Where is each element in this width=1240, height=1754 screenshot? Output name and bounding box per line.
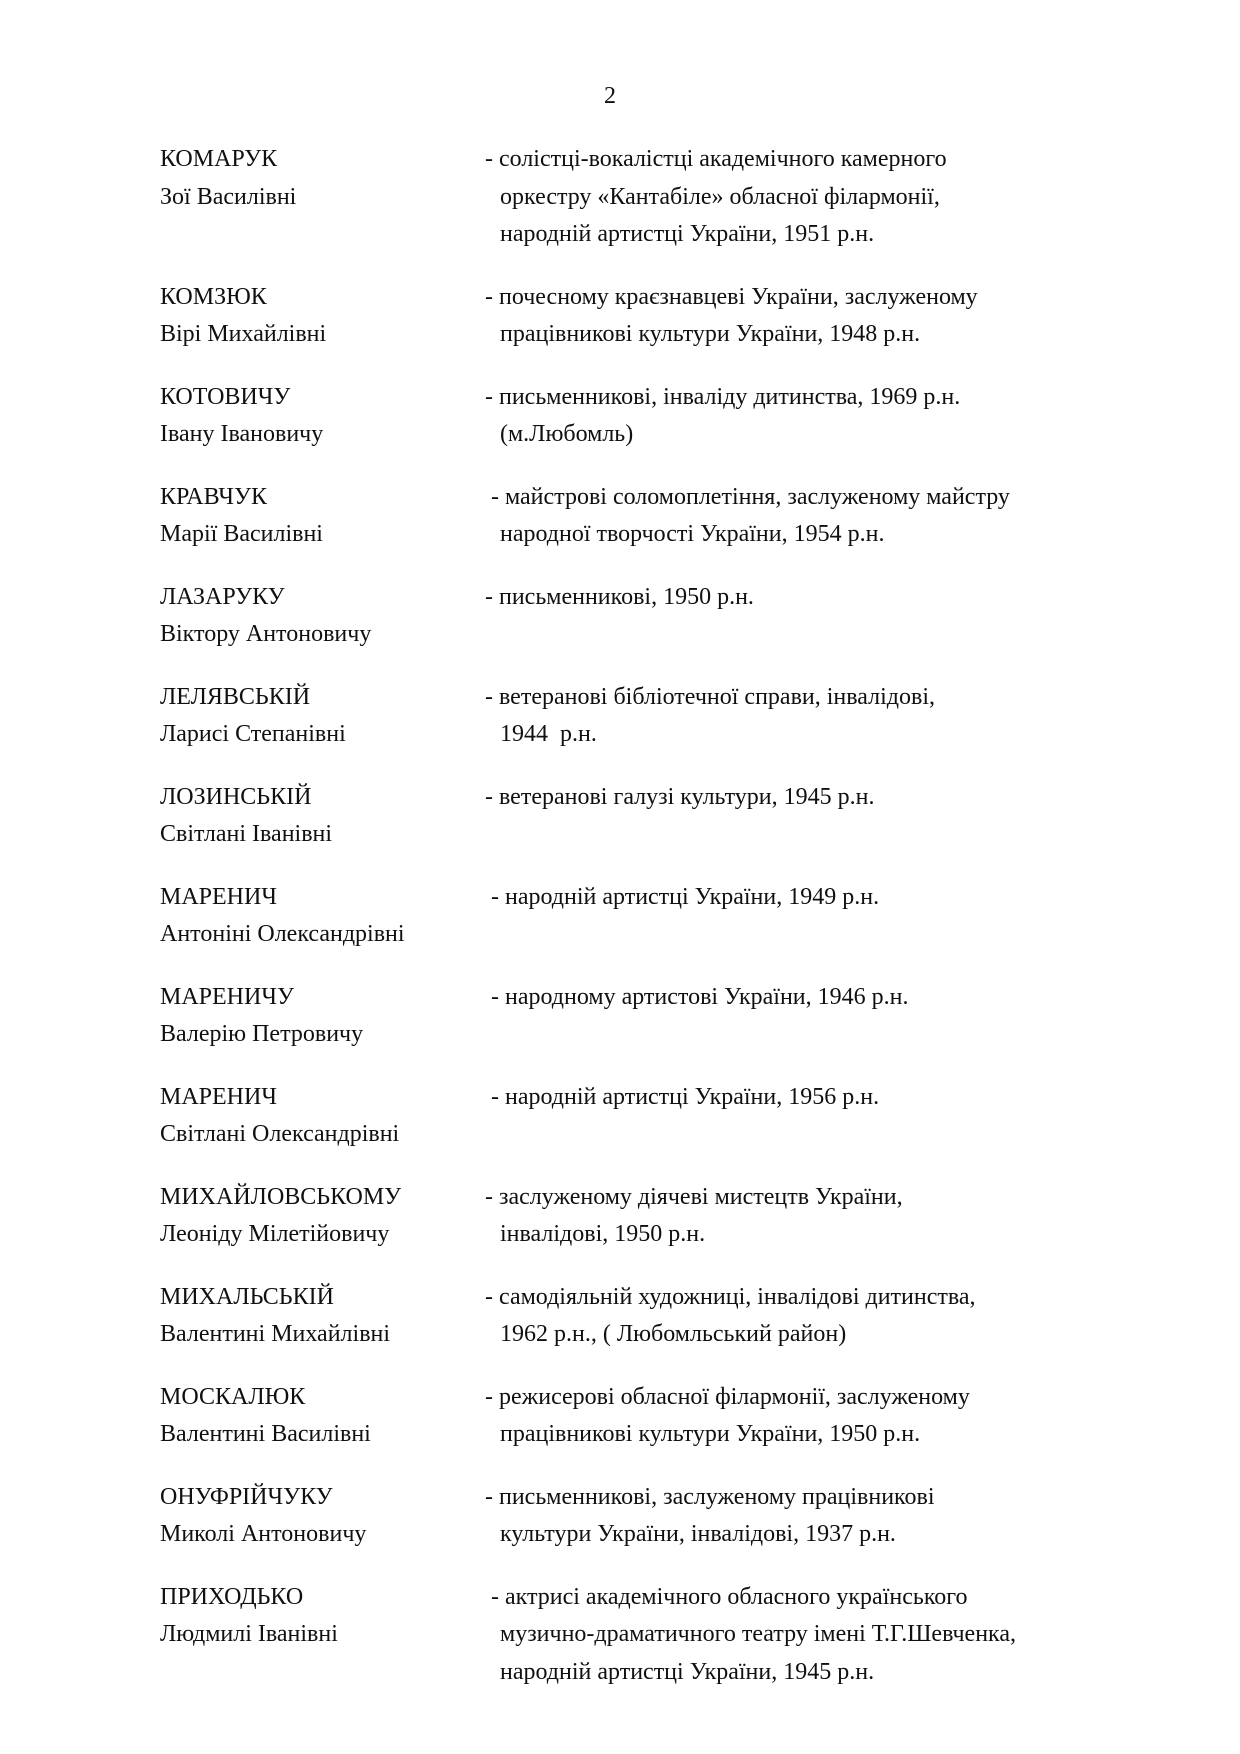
entry-description-line: - солістці-вокалістці академічного камерного	[485, 146, 947, 172]
page-number: 2	[604, 83, 616, 109]
entry-surname: КОМАРУК	[160, 146, 278, 172]
entry-description-line: народній артистці України, 1945 р.н.	[500, 1658, 875, 1685]
entry-description	[485, 141, 1075, 254]
entry-name-column	[160, 1179, 485, 1254]
entry-given-name: Світлані Олександрівні	[160, 1121, 400, 1147]
table-row	[160, 779, 1060, 854]
entry-name-column	[160, 279, 485, 354]
entry-description	[485, 979, 1075, 1054]
entry-description-line: - письменникові, заслуженому працівникові	[485, 1483, 935, 1510]
entry-description	[485, 1579, 1075, 1692]
entry-surname: ОНУФРІЙЧУКУ	[160, 1483, 333, 1510]
entry-description-line: працівникові культури України, 1948 р.н.	[500, 321, 921, 347]
entry-given-name: Зої Василівні	[160, 183, 297, 210]
entry-name-column	[160, 141, 485, 254]
entry-surname: МОСКАЛЮК	[160, 1383, 306, 1410]
table-row	[160, 679, 1060, 754]
table-row	[160, 1179, 1060, 1254]
entry-description-line: культури України, інвалідові, 1937 р.н.	[500, 1521, 896, 1547]
entry-description	[485, 1079, 1075, 1154]
entry-name-column	[160, 679, 485, 754]
entry-given-name: Валентині Василівні	[160, 1421, 371, 1447]
table-row	[160, 1079, 1060, 1154]
entry-surname: КОТОВИЧУ	[160, 383, 291, 410]
table-row	[160, 579, 1060, 654]
entry-description	[485, 279, 1075, 354]
entry-surname: ЛОЗИНСЬКІЙ	[160, 783, 312, 810]
entry-given-name: Марії Василівні	[160, 521, 323, 547]
entry-name-column	[160, 1479, 485, 1554]
entry-description-line: народній артистці України, 1951 р.н.	[500, 221, 875, 247]
entry-description-line: оркестру «Кантабіле» обласної філармонії,	[500, 183, 940, 210]
entry-given-name: Антоніні Олександрівні	[160, 921, 405, 947]
entry-description-line: (м.Любомль)	[500, 421, 634, 447]
entry-given-name: Людмилі Іванівні	[160, 1621, 338, 1647]
entry-description-line: - народному артистові України, 1946 р.н.	[485, 983, 909, 1010]
entry-name-column	[160, 879, 485, 954]
entry-surname: ПРИХОДЬКО	[160, 1583, 304, 1610]
entry-given-name: Валентині Михайлівні	[160, 1321, 391, 1347]
entry-description	[485, 479, 1075, 554]
entry-surname: МАРЕНИЧ	[160, 1083, 277, 1110]
entry-name-column	[160, 1279, 485, 1354]
table-row	[160, 379, 1060, 454]
entry-description-line: - ветеранові галузі культури, 1945 р.н.	[485, 783, 875, 810]
entry-description-line: - режисерові обласної філармонії, заслуженому	[485, 1383, 970, 1410]
entry-surname: КОМЗЮК	[160, 283, 267, 310]
entry-description-line: - актрисі академічного обласного українського	[485, 1583, 968, 1610]
entry-description-line: народної творчості України, 1954 р.н.	[500, 521, 885, 547]
entry-surname: МАРЕНИЧ	[160, 883, 277, 910]
entry-description-line: 1944 р.н.	[500, 721, 597, 747]
entry-given-name: Віктору Антоновичу	[160, 621, 372, 647]
entry-description-line: працівникові культури України, 1950 р.н.	[500, 1421, 921, 1447]
entry-given-name: Ларисі Степанівні	[160, 721, 346, 747]
entry-surname: ЛАЗАРУКУ	[160, 583, 285, 610]
entry-description	[485, 579, 1075, 654]
entry-description-line: - почесному краєзнавцеві України, заслуженому	[485, 283, 978, 310]
entry-description-line: - заслуженому діячеві мистецтв України,	[485, 1183, 903, 1210]
table-row	[160, 979, 1060, 1054]
entry-name-column	[160, 579, 485, 654]
document-content	[160, 78, 1060, 1691]
table-row	[160, 479, 1060, 554]
entries	[160, 141, 1060, 1691]
table-row	[160, 1579, 1060, 1692]
entry-given-name: Валерію Петровичу	[160, 1021, 364, 1047]
entry-name-column	[160, 1079, 485, 1154]
entry-surname: МИХАЙЛОВСЬКОМУ	[160, 1183, 402, 1210]
entry-description-line: - народній артистці України, 1949 р.н.	[485, 883, 880, 910]
entry-name-column	[160, 1579, 485, 1692]
entry-given-name: Івану Івановичу	[160, 421, 324, 447]
entry-description-line: - письменникові, 1950 р.н.	[485, 583, 754, 610]
entry-description	[485, 679, 1075, 754]
table-row	[160, 141, 1060, 254]
entry-description-line: інвалідові, 1950 р.н.	[500, 1221, 706, 1247]
entry-description	[485, 1279, 1075, 1354]
entry-description	[485, 379, 1075, 454]
table-row	[160, 279, 1060, 354]
table-row	[160, 879, 1060, 954]
entry-description	[485, 779, 1075, 854]
entry-description-line: - самодіяльній художниці, інвалідові дитинства,	[485, 1283, 976, 1310]
entry-given-name: Вірі Михайлівні	[160, 321, 327, 347]
entry-description-line: 1962 р.н., ( Любомльський район)	[500, 1321, 847, 1347]
table-row	[160, 1379, 1060, 1454]
entry-surname: ЛЕЛЯВСЬКІЙ	[160, 683, 311, 710]
entry-description	[485, 879, 1075, 954]
entry-description-line: музично-драматичного театру імені Т.Г.Шевченка,	[500, 1621, 1016, 1647]
entry-name-column	[160, 1379, 485, 1454]
entry-given-name: Миколі Антоновичу	[160, 1521, 367, 1547]
entry-description-line: - письменникові, інваліду дитинства, 1969 р.н.	[485, 383, 961, 410]
entry-description-line: - ветеранові бібліотечної справи, інвалідові,	[485, 683, 935, 710]
entry-name-column	[160, 379, 485, 454]
entry-given-name: Світлані Іванівні	[160, 821, 333, 847]
entry-description	[485, 1379, 1075, 1454]
entry-name-column	[160, 779, 485, 854]
entry-surname: МИХАЛЬСЬКІЙ	[160, 1283, 334, 1310]
entry-description-line: - майстрові соломоплетіння, заслуженому майстру	[485, 483, 1010, 510]
entry-surname: КРАВЧУК	[160, 483, 268, 510]
table-row	[160, 1279, 1060, 1354]
table-row	[160, 1479, 1060, 1554]
entry-surname: МАРЕНИЧУ	[160, 983, 294, 1010]
entry-description	[485, 1179, 1075, 1254]
entry-description	[485, 1479, 1075, 1554]
entry-description-line: - народній артистці України, 1956 р.н.	[485, 1083, 880, 1110]
entry-name-column	[160, 979, 485, 1054]
entry-given-name: Леоніду Мілетійовичу	[160, 1221, 390, 1247]
entry-name-column	[160, 479, 485, 554]
